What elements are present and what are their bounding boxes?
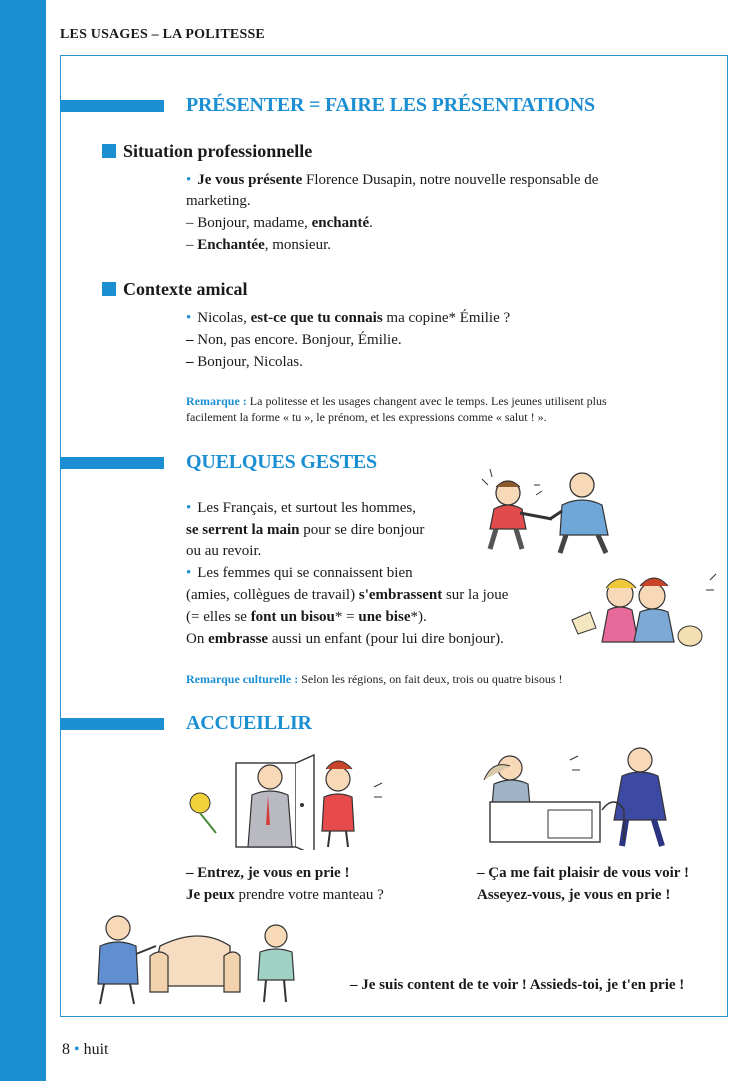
page-header: LES USAGES – LA POLITESSE bbox=[60, 27, 265, 42]
bullet-icon: • bbox=[186, 500, 192, 516]
gestes-line-7: On embrasse aussi un enfant (pour lui dire bonjour). bbox=[186, 631, 504, 647]
page-footer bbox=[62, 1041, 109, 1059]
handshake-illustration bbox=[470, 465, 635, 555]
subheading-pro: Situation professionnelle bbox=[102, 141, 312, 162]
office-welcome-illustration bbox=[470, 740, 685, 850]
gestes-line-6: (= elles se font un bisou* = une bise*). bbox=[186, 609, 427, 625]
pro-line-3: – Bonjour, madame, enchanté. bbox=[186, 215, 373, 231]
section-bar-accueillir bbox=[60, 718, 164, 730]
page-word: huit bbox=[83, 1041, 109, 1058]
gestes-line-2: se serrent la main pour se dire bonjour bbox=[186, 522, 425, 538]
amical-line-2: – Non, pas encore. Bonjour, Émilie. bbox=[186, 332, 402, 348]
page-number: 8 bbox=[62, 1041, 70, 1058]
remark-gestes: Remarque culturelle : Selon les régions, on fait deux, trois ou quatre bisous ! bbox=[186, 672, 563, 686]
section-title-accueillir: ACCUEILLIR bbox=[186, 712, 312, 734]
subheading-amical: Contexte amical bbox=[102, 279, 247, 300]
dot-icon: • bbox=[74, 1041, 80, 1058]
pro-line-2: marketing. bbox=[186, 193, 251, 209]
gestes-line-4: • Les femmes qui se connaissent bien bbox=[186, 565, 413, 581]
gestes-line-5: (amies, collègues de travail) s'embrassent sur la joue bbox=[186, 587, 509, 603]
amical-line-3: – Bonjour, Nicolas. bbox=[186, 354, 303, 370]
blue-sidebar bbox=[0, 0, 46, 1081]
caption-armchair: – Je suis content de te voir ! Assieds-toi, je t'en prie ! bbox=[350, 977, 685, 993]
section-title-presenter: PRÉSENTER = FAIRE LES PRÉSENTATIONS bbox=[186, 94, 595, 116]
square-bullet-icon bbox=[102, 144, 116, 158]
section-bar-presenter bbox=[60, 100, 164, 112]
caption-office: – Ça me fait plaisir de vous voir ! Asseyez-vous, je vous en prie ! bbox=[477, 865, 689, 903]
bise-illustration bbox=[560, 570, 720, 658]
gestes-line-3: ou au revoir. bbox=[186, 543, 262, 559]
section-bar-gestes bbox=[60, 457, 164, 469]
door-welcome-illustration bbox=[178, 745, 388, 850]
pro-line-1: • Je vous présente Florence Dusapin, notre nouvelle responsable de bbox=[186, 172, 599, 188]
bullet-icon: • bbox=[186, 172, 192, 188]
gestes-line-1: • Les Français, et surtout les hommes, bbox=[186, 500, 416, 516]
square-bullet-icon bbox=[102, 282, 116, 296]
bullet-icon: • bbox=[186, 565, 192, 581]
amical-line-1: • Nicolas, est-ce que tu connais ma copine* Émilie ? bbox=[186, 310, 511, 326]
remark-presenter: Remarque : La politesse et les usages changent avec le temps. Les jeunes utilisent plus facilement la forme « tu », le prénom, et les expressions comme « salut ! ». bbox=[186, 394, 607, 424]
pro-line-4: – Enchantée, monsieur. bbox=[186, 237, 331, 253]
bullet-icon: • bbox=[186, 310, 192, 326]
armchair-illustration bbox=[80, 906, 320, 1008]
section-title-gestes: QUELQUES GESTES bbox=[186, 451, 377, 473]
caption-door: – Entrez, je vous en prie ! Je peux prendre votre manteau ? bbox=[186, 865, 384, 903]
